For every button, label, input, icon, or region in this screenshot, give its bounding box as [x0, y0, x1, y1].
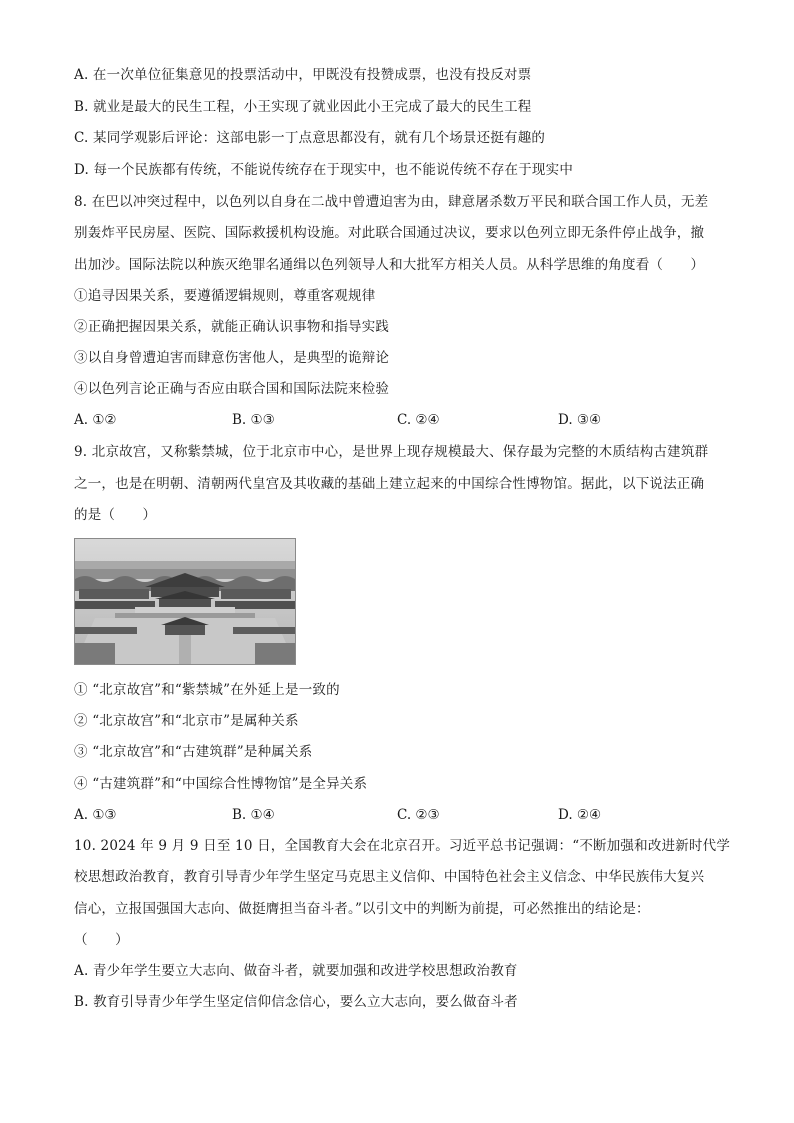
q7-option-c: C. 某同学观影后评论：这部电影一丁点意思都没有，就有几个场景还挺有趣的	[74, 130, 546, 146]
q7-option-d: D. 每一个民族都有传统，不能说传统存在于现实中，也不能说传统不存在于现实中	[74, 162, 574, 178]
q9-statement-4: ④ “古建筑群”和“中国综合性博物馆”是全异关系	[74, 776, 368, 792]
q8-statement-3: ③以自身曾遭迫害而肆意伤害他人，是典型的诡辩论	[74, 350, 390, 366]
q8-option-c[interactable]: C. ②④	[397, 412, 440, 428]
q8-options	[74, 410, 724, 430]
q9-option-c[interactable]: C. ②③	[397, 807, 440, 823]
forbidden-city-photo	[74, 538, 296, 665]
q9-stem-line-1: 9. 北京故宫，又称紫禁城，位于北京市中心，是世界上现存规模最大、保存最为完整的木质结构古建筑群	[74, 444, 709, 460]
q10-answer-blank: （ ）	[74, 932, 129, 948]
q9-statement-1: ① “北京故宫”和“紫禁城”在外延上是一致的	[74, 682, 340, 698]
q8-stem-line-2: 别轰炸平民房屋、医院、国际救援机构设施。对此联合国通过决议，要求以色列立即无条件停止战争，撤	[74, 225, 705, 241]
q10-stem-line-1: 10. 2024 年 9 月 9 日至 10 日，全国教育大会在北京召开。习近平总书记强调：“不断加强和改进新时代学	[74, 838, 731, 854]
q9-options	[74, 805, 724, 825]
q8-statement-1: ①追寻因果关系，要遵循逻辑规则，尊重客观规律	[74, 288, 376, 304]
q8-statement-2: ②正确把握因果关系，就能正确认识事物和指导实践	[74, 319, 390, 335]
q9-stem-line-3: 的是（ ）	[74, 507, 157, 523]
q10-stem-line-3: 信心，立报国强国大志向、做挺膺担当奋斗者。”以引文中的判断为前提，可必然推出的结论是：	[74, 901, 650, 917]
q10-option-b[interactable]: B. 教育引导青少年学生坚定信仰信念信心，要么立大志向，要么做奋斗者	[74, 994, 518, 1010]
q9-option-a[interactable]: A. ①③	[74, 807, 117, 823]
q8-stem-line-1: 8. 在巴以冲突过程中，以色列以自身在二战中曾遭迫害为由，肆意屠杀数万平民和联合国工作人员，无差	[74, 194, 709, 210]
q8-option-d[interactable]: D. ③④	[558, 412, 602, 428]
q9-option-d[interactable]: D. ②④	[558, 807, 602, 823]
q8-stem-line-3: 出加沙。国际法院以种族灭绝罪名通缉以色列领导人和大批军方相关人员。从科学思维的角度看（ ）	[74, 257, 705, 273]
q9-statement-3: ③ “北京故宫”和“古建筑群”是种属关系	[74, 744, 313, 760]
q7-option-a: A. 在一次单位征集意见的投票活动中，甲既没有投赞成票，也没有投反对票	[74, 67, 532, 83]
q10-stem-line-2: 校思想政治教育，教育引导青少年学生坚定马克思主义信仰、中国特色社会主义信念、中华民族伟大复兴	[74, 869, 705, 885]
q9-stem-line-2: 之一，也是在明朝、清朝两代皇宫及其收藏的基础上建立起来的中国综合性博物馆。据此，以下说法正确	[74, 476, 705, 492]
q9-statement-2: ② “北京故宫”和“北京市”是属种关系	[74, 713, 299, 729]
q8-option-a[interactable]: A. ①②	[74, 412, 117, 428]
q9-option-b[interactable]: B. ①④	[232, 807, 275, 823]
q8-option-b[interactable]: B. ①③	[232, 412, 275, 428]
forbidden-city-image	[75, 539, 295, 664]
q10-option-a[interactable]: A. 青少年学生要立大志向、做奋斗者，就要加强和改进学校思想政治教育	[74, 963, 518, 979]
q8-statement-4: ④以色列言论正确与否应由联合国和国际法院来检验	[74, 381, 390, 397]
q7-option-b: B. 就业是最大的民生工程，小王实现了就业因此小王完成了最大的民生工程	[74, 99, 532, 115]
